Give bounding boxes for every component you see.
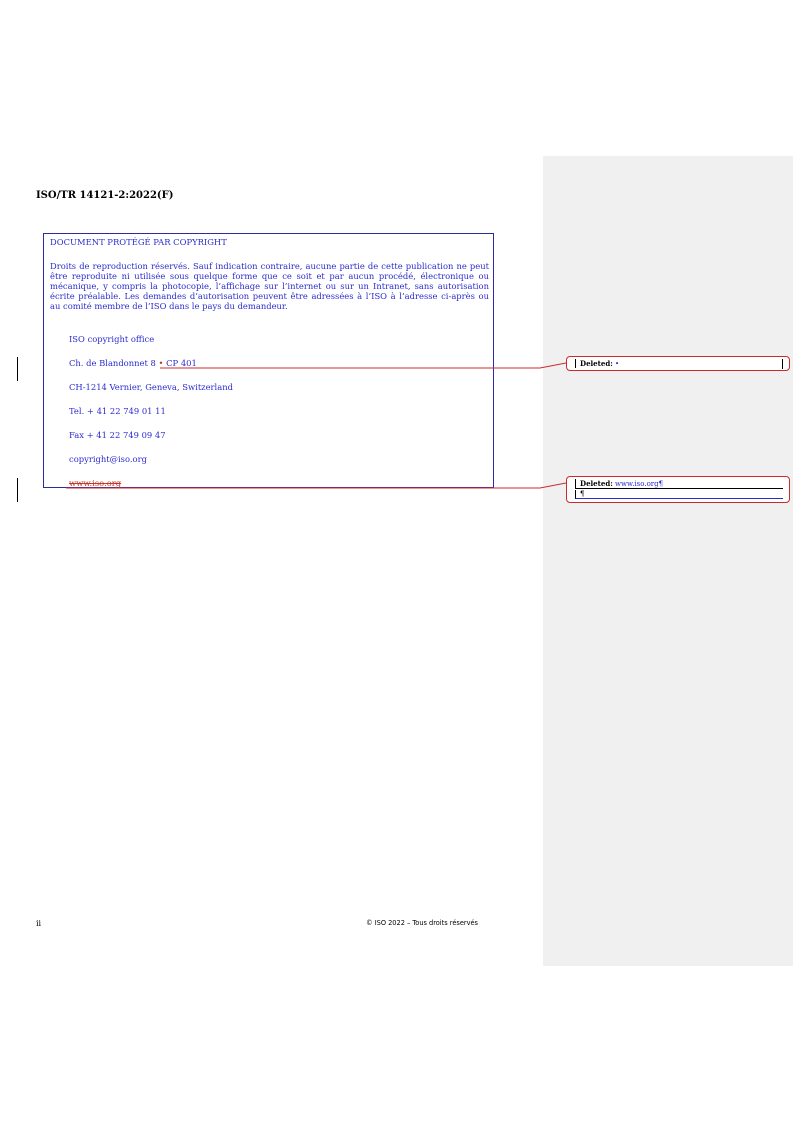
balloon-content: [575, 479, 783, 489]
balloon-label: Deleted:: [580, 479, 613, 488]
street-address-part2: CP 401: [166, 358, 197, 368]
balloon-value: •: [615, 360, 620, 368]
balloon-second-line: [575, 490, 783, 499]
copyright-title: DOCUMENT PROTÉGÉ PAR COPYRIGHT: [50, 237, 227, 247]
balloon-value: www.iso.org¶: [615, 480, 664, 488]
deleted-website[interactable]: www.iso.org: [69, 478, 122, 488]
deleted-bullet: •: [155, 358, 167, 368]
balloon-label: Deleted:: [580, 359, 613, 368]
street-address-part1: Ch. de Blandonnet 8: [69, 358, 156, 368]
page-number: ii: [36, 919, 42, 928]
telephone: Tel. + 41 22 749 01 11: [69, 406, 166, 416]
balloon-pilcrow: ¶: [580, 490, 585, 498]
connector-line-1: [160, 363, 566, 368]
connector-line-2: [66, 483, 566, 488]
deleted-balloon-2[interactable]: [566, 476, 790, 503]
fax: Fax + 41 22 749 09 47: [69, 430, 166, 440]
deleted-balloon-1[interactable]: [566, 356, 790, 371]
office-name: ISO copyright office: [69, 334, 155, 344]
balloon-content: [575, 359, 783, 368]
footer-copyright: © ISO 2022 – Tous droits réservés: [366, 919, 478, 927]
document-header: ISO/TR 14121-2:2022(F): [36, 190, 174, 201]
copyright-paragraph: Droits de reproduction réservés. Sauf indication contraire, aucune partie de cette publication ne peut être reproduite ni utilisée sous quelque forme que ce soit et par aucun procédé, électronique ou mécanique, y compris la photocopie, l’affichage sur l’internet ou sur un Intranet, sans autorisation écrite préalable. Les demandes d’autorisation peuvent être adressées à l’ISO à l’adresse ci-après ou au comité membre de l’ISO dans le pays du demandeur.: [50, 261, 489, 311]
email-address[interactable]: copyright@iso.org: [69, 454, 147, 464]
city-line: CH-1214 Vernier, Geneva, Switzerland: [69, 382, 233, 392]
balloon-endbar: [782, 359, 783, 369]
